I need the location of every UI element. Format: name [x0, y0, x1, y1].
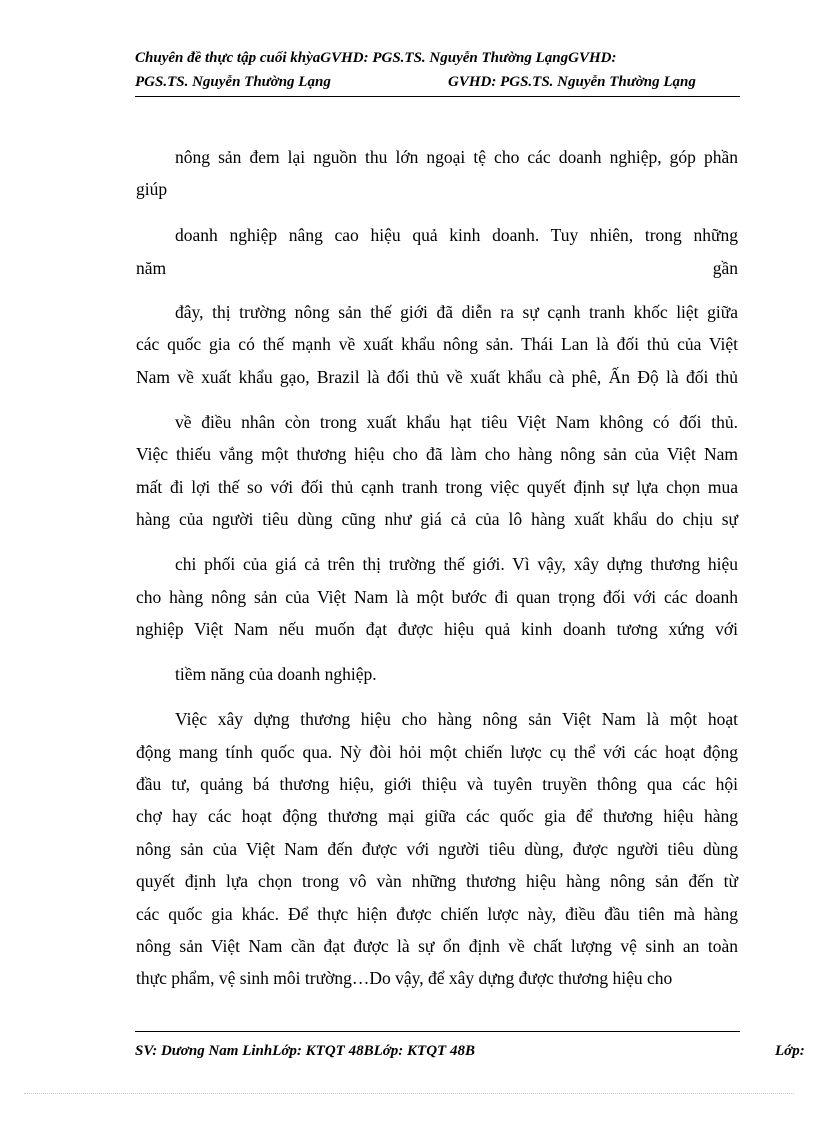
- body-line: đầu tư, quảng bá thương hiệu, giới thiệu và tuyên truyền thông qua các hội: [136, 774, 738, 794]
- body-line: nông sản đem lại nguồn thu lớn ngoại tệ cho các doanh nghiệp, góp phần: [175, 147, 738, 167]
- body-line: thực phẩm, vệ sinh môi trường…Do vậy, để xây dựng được thương hiệu cho: [136, 968, 673, 988]
- body-line: tiềm năng của doanh nghiệp.: [175, 664, 377, 684]
- header-line-2: [135, 71, 740, 93]
- body-line: năm: [136, 258, 167, 278]
- body-line: động mang tính quốc qua. Nỳ đòi hỏi một chiến lược cụ thể với các hoạt động: [136, 742, 738, 762]
- body-line: nông sản Việt Nam cần đạt được là sự ổn định về chất lượng vệ sinh an toàn: [136, 936, 738, 956]
- body-line: chi phối của giá cả trên thị trường thế giới. Vì vậy, xây dựng thương hiệu: [175, 554, 738, 574]
- body-line: Nam về xuất khẩu gạo, Brazil là đối thủ về xuất khẩu cà phê, Ấn Độ là đối thủ: [136, 367, 738, 387]
- header-divider: [135, 96, 740, 97]
- body-line: các quốc gia khác. Để thực hiện được chiến lược này, điều đầu tiên mà hàng: [136, 904, 738, 924]
- page-bottom-dotted-line: [24, 1093, 794, 1094]
- header-line-1: Chuyên đề thực tập cuối khỳaGVHD: PGS.TS. Nguyễn Thường LạngGVHD:: [135, 50, 617, 66]
- body-line: giúp: [136, 179, 168, 199]
- body-line: nông sản của Việt Nam đến được với người tiêu dùng, được người tiêu dùng: [136, 839, 738, 859]
- body-line: chợ hay các hoạt động thương mại giữa các quốc gia để thương hiệu hàng: [136, 806, 738, 826]
- footer-right: Lớp:: [775, 1043, 805, 1059]
- body-line: hàng của người tiêu dùng cũng như giá cả của lô hàng xuất khẩu do chịu sự: [136, 509, 738, 529]
- body-line: đây, thị trường nông sản thế giới đã diễn ra sự cạnh tranh khốc liệt giữa: [175, 302, 738, 322]
- body-line: cho hàng nông sản của Việt Nam là một bước đi quan trọng đối với các doanh: [136, 587, 738, 607]
- body-line: gần: [712, 258, 738, 278]
- footer-divider: [135, 1031, 740, 1032]
- body-line: về điều nhân còn trong xuất khẩu hạt tiêu Việt Nam không có đối thủ.: [175, 412, 738, 432]
- footer-left: SV: Dương Nam LinhLớp: KTQT 48BLớp: KTQT 48B: [135, 1043, 475, 1059]
- body-line: Việc thiếu vắng một thương hiệu cho đã làm cho hàng nông sản của Việt Nam: [136, 444, 738, 464]
- body-line: quyết định lựa chọn trong vô vàn những thương hiệu hàng nông sản đến từ: [136, 871, 738, 891]
- body-line: các quốc gia có thế mạnh về xuất khẩu nông sản. Thái Lan là đối thủ của Việt: [136, 334, 738, 354]
- body-line: Việc xây dựng thương hiệu cho hàng nông sản Việt Nam là một hoạt: [175, 709, 738, 729]
- header-line-2-right: GVHD: PGS.TS. Nguyễn Thường Lạng: [448, 74, 696, 90]
- body-line: doanh nghiệp nâng cao hiệu quả kinh doanh. Tuy nhiên, trong những: [175, 225, 738, 245]
- header-line-2-left: PGS.TS. Nguyễn Thường Lạng: [135, 74, 331, 90]
- body-line: nghiệp Việt Nam nếu muốn đạt được hiệu quả kinh doanh tương xứng với: [136, 619, 738, 639]
- body-line: mất đi lợi thế so với đối thủ cạnh tranh trong việc quyết định sự lựa chọn mua: [136, 477, 738, 497]
